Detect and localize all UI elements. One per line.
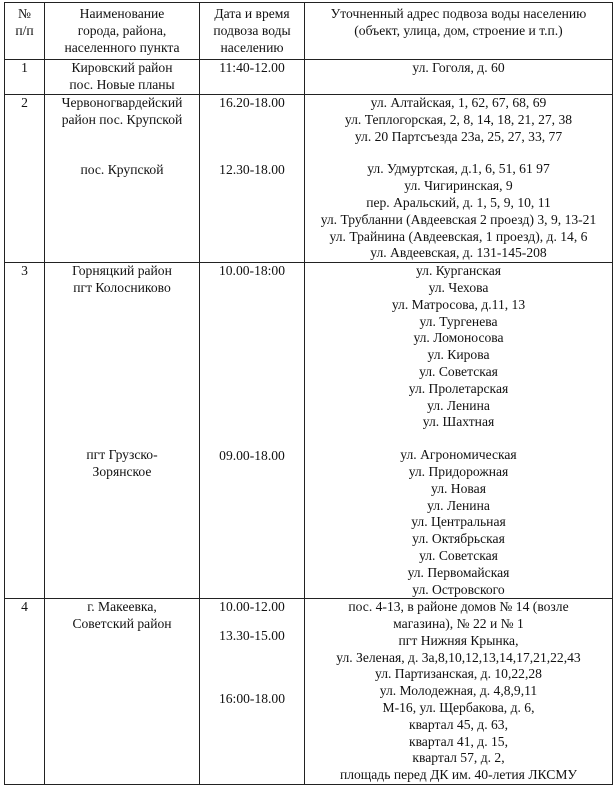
header-time	[200, 3, 305, 60]
address-line: магазина), № 22 и № 1	[393, 616, 524, 632]
address-line: ул. Шахтная	[422, 414, 495, 430]
row-time-text: 16:00-18.00	[218, 690, 286, 706]
row-address	[305, 60, 613, 95]
row-name-line: Горняцкий район	[72, 263, 172, 279]
address-line: ул. Теплогорская, 2, 8, 14, 18, 21, 27, 38	[344, 111, 573, 127]
header-num	[5, 3, 45, 60]
spacer	[202, 112, 302, 162]
row-time-text: 16.20-18.00	[219, 94, 285, 110]
address-line: ул. Центральная	[411, 514, 506, 530]
address-line: ул. Новая	[431, 480, 486, 496]
row-time	[200, 263, 305, 599]
address-line: пер. Аральский, д. 1, 5, 9, 10, 11	[366, 194, 551, 210]
row-name-line: пгт Колосниково	[73, 279, 171, 295]
row-time-text: 11:40-12.00	[219, 60, 285, 76]
address-line: ул. Удмуртская, д.1, 6, 51, 61 97	[367, 161, 550, 177]
row-time-text: 13.30-15.00	[219, 628, 285, 644]
row-subtime-text: 12.30-18.00	[219, 161, 285, 177]
row-name-line: г. Макеевка,	[87, 599, 157, 615]
header-name-line: города, района,	[77, 22, 167, 38]
address-line: ул. Партизанская, д. 10,22,28	[375, 666, 542, 682]
spacer	[202, 280, 302, 448]
address-line: ул. Советская	[419, 363, 498, 379]
address-line: квартал 57, д. 2,	[412, 750, 505, 766]
row-num	[5, 60, 45, 95]
table-row	[5, 94, 613, 262]
header-address	[305, 3, 613, 60]
row-num-text: 1	[21, 60, 28, 76]
row-time-text: 10.00-12.00	[219, 599, 285, 615]
address-line: квартал 45, д. 63,	[408, 716, 509, 732]
address-line: ул. Чехова	[428, 279, 489, 295]
address-line: ул. Тургенева	[419, 313, 498, 329]
row-time	[200, 599, 305, 785]
table-row	[5, 60, 613, 95]
row-name-line: Червоногвардейский	[61, 94, 183, 110]
address-line: ул. Трайнина (Авдеевская, 1 проезд), д. 14, 6	[329, 228, 588, 244]
row-name-line: пос. Новые планы	[69, 77, 175, 93]
address-line: ул. Чигиринская, 9	[404, 178, 513, 194]
address-line: ул. Авдеевская, д. 131-145-208	[370, 245, 547, 261]
address-line: ул. Гоголя, д. 60	[412, 60, 505, 76]
address-line: площадь перед ДК им. 40-летия ЛКСМУ	[339, 767, 578, 783]
spacer	[47, 297, 197, 447]
table-header-row	[5, 3, 613, 60]
table-row	[5, 263, 613, 599]
table-row	[5, 599, 613, 785]
header-num-line: п/п	[15, 22, 34, 38]
address-line: ул. Зеленая, д. 3а,8,10,12,13,14,17,21,22,43	[336, 649, 581, 665]
row-num-text: 2	[21, 94, 28, 110]
address-line: ул. Агрономическая	[400, 447, 517, 463]
address-line: ул. Ленина	[427, 497, 490, 513]
row-name-line: район пос. Крупской	[61, 111, 183, 127]
spacer	[47, 129, 197, 162]
header-time-line: населению	[220, 39, 284, 55]
address-line: пос. 4-13, в районе домов № 14 (возле	[348, 599, 569, 615]
header-time-line: подвоза воды	[213, 22, 291, 38]
address-line: ул. Октябрьская	[412, 531, 505, 547]
address-line: ул. Алтайская, 1, 62, 67, 68, 69	[370, 94, 547, 110]
row-address	[305, 599, 613, 785]
water-delivery-table	[4, 2, 613, 785]
address-line: М-16, ул. Щербакова, д. 6,	[382, 700, 535, 716]
address-line: ул. Советская	[419, 547, 498, 563]
header-name	[45, 3, 200, 60]
address-line: ул. Матросова, д.11, 13	[391, 296, 526, 312]
row-name	[45, 60, 200, 95]
address-line: ул. Кирова	[427, 347, 490, 363]
row-time	[200, 94, 305, 262]
header-address-line: (объект, улица, дом, строение и т.п.)	[354, 22, 563, 38]
spacer	[202, 645, 302, 691]
header-name-line: населенного пункта	[64, 39, 180, 55]
header-address-line: Уточненный адрес подвоза воды населению	[330, 6, 587, 21]
header-name-line: Наименование	[79, 6, 165, 21]
address-line: квартал 41, д. 15,	[408, 733, 509, 749]
address-line: ул. Придорожная	[408, 463, 509, 479]
row-num-text: 4	[21, 599, 28, 615]
address-line: ул. Курганская	[415, 263, 502, 279]
address-line: ул. Ломоносова	[413, 330, 504, 346]
row-name-line: Кировский район	[71, 60, 173, 76]
address-line: ул. Пролетарская	[408, 380, 509, 396]
address-line: ул. Ленина	[427, 397, 490, 413]
row-subname-line: пгт Грузско-	[86, 446, 158, 462]
row-time-text: 10.00-18:00	[218, 263, 286, 279]
row-address	[305, 263, 613, 599]
spacer	[307, 145, 610, 161]
row-address	[305, 94, 613, 262]
row-subname-line: пос. Крупской	[80, 161, 164, 177]
row-num	[5, 94, 45, 262]
row-subtime-text: 09.00-18.00	[219, 447, 285, 463]
row-name	[45, 263, 200, 599]
header-time-line: Дата и время	[214, 6, 290, 21]
address-line: ул. 20 Партсъезда 23а, 25, 27, 33, 77	[354, 128, 563, 144]
row-num-text: 3	[21, 263, 28, 279]
address-line: пгт Нижняя Крынка,	[398, 632, 519, 648]
row-num	[5, 599, 45, 785]
spacer	[307, 431, 610, 447]
address-line: ул. Молодежная, д. 4,8,9,11	[379, 683, 538, 699]
address-line: ул. Первомайская	[407, 564, 510, 580]
row-name	[45, 94, 200, 262]
spacer	[202, 616, 302, 628]
row-time	[200, 60, 305, 95]
row-name	[45, 599, 200, 785]
address-line: ул. Островского	[412, 581, 505, 597]
row-subname-line: Зорянское	[92, 463, 152, 479]
address-line: ул. Трубланни (Авдеевская 2 проезд) 3, 9, 13-21	[320, 211, 597, 227]
row-name-line: Советский район	[72, 616, 172, 632]
header-num-line: №	[18, 6, 31, 21]
row-num	[5, 263, 45, 599]
